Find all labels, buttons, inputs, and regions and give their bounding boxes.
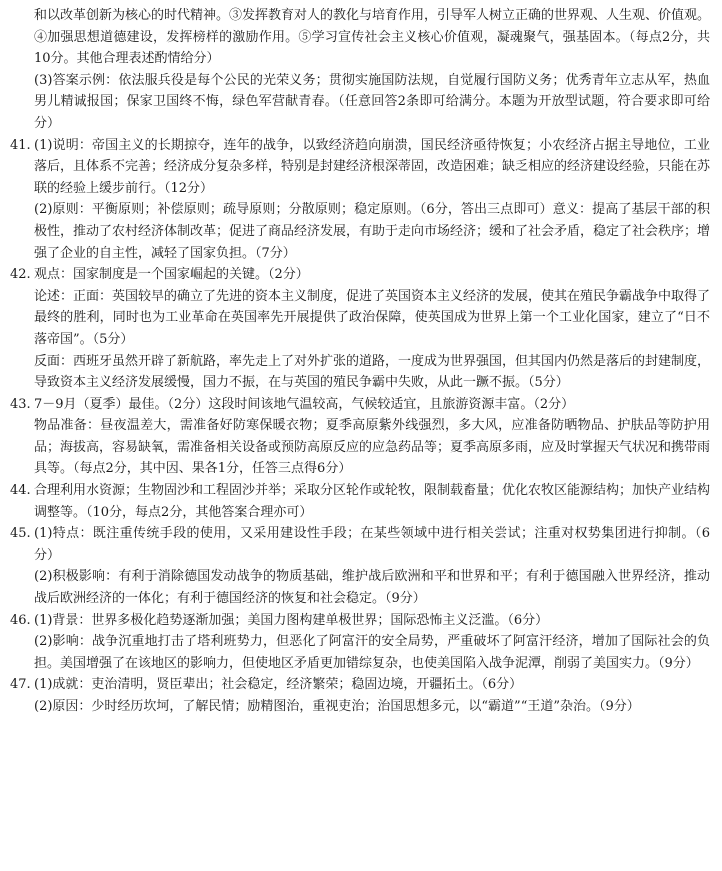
answer-paragraph: (1)特点：既注重传统手段的使用，又采用建设性手段；在某些领域中进行相关尝试；注重对权势集团进行抑制。（6分） [34,526,710,563]
question-number: 47. [10,677,31,693]
answer-paragraph: (1)成就：吏治清明，贤臣辈出；社会稳定，经济繁荣；稳固边境，开疆拓土。（6分） [34,677,523,693]
answer-paragraph: 观点：国家制度是一个国家崛起的关键。（2分） [34,267,309,283]
answer-paragraph: 合理利用水资源；生物固沙和工程固沙并举；采取分区轮作或轮牧，限制载畜量；优化农牧区能源结构；加快产业结构调整等。（10分，每点2分，其他答案合理亦可） [34,483,711,520]
answer-paragraph: (2)积极影响：有利于消除德国发动战争的物质基础，维护战后欧洲和平和世界和平；有利于德国融入世界经济，推动战后欧洲经济的一体化；有利于德国经济的恢复和社会稳定。（9分） [34,569,710,607]
question-44 [10,480,710,523]
question-47 [10,674,710,717]
question-number: 41. [10,137,31,153]
question-number: 45. [10,526,31,542]
question-number: 44. [10,483,31,499]
question-number: 42. [10,267,31,283]
answer-paragraph: (2)原因：少时经历坎坷，了解民情；励精图治，重视吏治；治国思想多元，以“霸道”“王道”杂治。（9分） [34,699,640,714]
question-41 [10,135,710,265]
question-number: 43. [10,396,31,412]
answer-paragraph: 物品准备：昼夜温差大，需准备好防寒保暖衣物；夏季高原紫外线强烈，多大风，应准备防晒物品、护肤品等防护用品；海拔高，容易缺氧，需准备相关设备或预防高原反应的应急药品等；夏季高原多雨，应及时掌握天气状况和携带雨具等。（每点2分，其中因、果各1分，任答三点得6分） [34,418,711,477]
answer-paragraph: 7－9月（夏季）最佳。（2分）这段时间该地气温较高，气候较适宜，且旅游资源丰富。（2分） [34,396,575,412]
question-42 [10,264,710,394]
continued-answer-block [10,5,710,135]
answer-paragraph: (2)原则：平衡原则；补偿原则；疏导原则；分散原则；稳定原则。（6分，答出三点即可）意义：提高了基层干部的积极性，推动了农村经济体制改革；促进了商品经济发展，有助于走向市场经济；缓和了社会矛盾，稳定了社会秩序；增强了企业的自主性，减轻了国家负担。（7分） [34,202,711,261]
answer-paragraph: (3)答案示例：依法服兵役是每个公民的光荣义务；贯彻实施国防法规，自觉履行国防义务；优秀青年立志从军，热血男儿精诚报国；保家卫国终不悔，绿色军营献青春。（任意回答2条即可给满分。本题为开放型试题，符合要求即可给分） [34,72,710,131]
question-45 [10,523,710,609]
question-number: 46. [10,612,31,628]
answer-paragraph: (2)影响：战争沉重地打击了塔利班势力，但恶化了阿富汗的安全局势，严重破坏了阿富汗经济，增加了国际社会的负担。美国增强了在该地区的影响力，但使地区矛盾更加错综复杂，也使美国陷入战争泥潭，削弱了美国实力。（9分） [34,634,710,671]
answer-paragraph: 和以改革创新为核心的时代精神。③发挥教育对人的教化与培育作用，引导军人树立正确的世界观、人生观、价值观。④加强思想道德建设，发挥榜样的激励作用。⑤学习宣传社会主义核心价值观，凝魂聚气，强基固本。（每点2分，共10分。其他合理表述酌情给分） [34,8,711,67]
question-46 [10,610,710,675]
answer-paragraph: (1)说明：帝国主义的长期掠夺，连年的战争，以致经济趋向崩溃，国民经济亟待恢复；小农经济占据主导地位，工业落后，且体系不完善；经济成分复杂多样，特别是封建经济根深蒂固，改造困难；缺乏相应的经济建设经验，只能在苏联的经验上缓步前行。（12分） [34,137,711,196]
question-43 [10,394,710,480]
answer-paragraph: 论述：正面：英国较早的确立了先进的资本主义制度，促进了英国资本主义经济的发展，使其在殖民争霸战争中取得了最终的胜利，同时也为工业革命在英国率先开展提供了政治保障，使英国成为世界上第一个工业化国家，建立了“日不落帝国”。（5分） [34,288,711,347]
answer-paragraph: 反面：西班牙虽然开辟了新航路，率先走上了对外扩张的道路，一度成为世界强国，但其国内仍然是落后的封建制度，导致资本主义经济发展缓慢，国力不振，在与英国的殖民争霸中失败，从此一蹶不振。（5分） [34,353,711,391]
answer-paragraph: (1)背景：世界多极化趋势逐渐加强；美国力图构建单极世界；国际恐怖主义泛滥。（6分） [34,612,549,628]
